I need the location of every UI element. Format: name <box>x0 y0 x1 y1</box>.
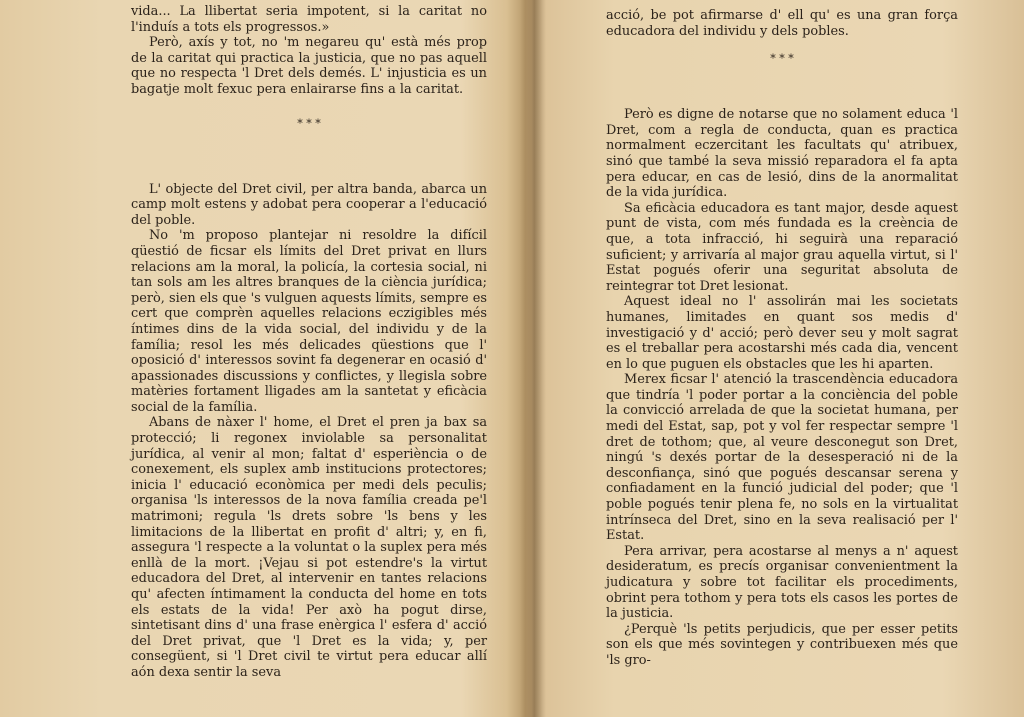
right-paragraph-5: Merex ficsar l' atenció la trascendència educadora que tindría 'l poder portar a la conciència del poble la convicció arrelada de que la societat humana, per medi del Estat, sap, pot y vol fer respectar sempre 'l dret de tothom; que, al veure desconegut son Dret, ningú 's dexés portar de la desesperació ni de la desconfiança, sinó que pogués descansar serena y confiadament en la funció judicial del poder; que 'l poble pogués tenir plena fe, no sols en la virtualitat intrínseca del Dret, sino en la seva realisació per l' Estat. <box>606 372 958 544</box>
left-paragraph-4: No 'm proposo plantejar ni resoldre la difícil qüestió de ficsar els límits del Dret privat en llurs relacions am la moral, la policía, la cortesia social, ni tan sols am les altres branques de la ciència jurídica; però, sien els que 's vulguen aquests límits, sempre es cert que comprèn aquelles relacions eczigibles més íntimes dins de la vida social, del individu y de la família; resol les més delicades qüestions que l' oposició d' interessos sovint fa degenerar en ocasió d' apassionades discussions y conflictes, y llegisla sobre matèries fortament lligades am la santetat y eficàcia social de la família. <box>131 228 487 415</box>
right-page <box>606 8 958 669</box>
book-gutter <box>520 0 546 717</box>
left-paragraph-2: Però, axís y tot, no 'm negareu qu' està més prop de la caritat qui practica la justicia, que no pas aquell que no respecta 'l Dret dels demés. L' injusticia es un bagatje molt fexuc pera enlairarse fins a la caritat. <box>131 35 487 97</box>
left-section-separator <box>131 116 487 182</box>
right-paragraph-4: Aquest ideal no l' assolirán mai les societats humanes, limitades en quant sos medis d' investigació y d' acció; però dever seu y molt sagrat es el treballar pera acostarshi més cada dia, vencent en lo que puguen els obstacles que les hi aparten. <box>606 294 958 372</box>
right-paragraph-7: ¿Perquè 'ls petits perjudicis, que per esser petits son els que més sovintegen y contribuexen més que 'ls gro- <box>606 621 958 668</box>
left-paragraph-1: vida... La llibertat seria impotent, si la caritat no l'induís a tots els progressos.» <box>131 4 487 35</box>
right-paragraph-1: acció, be pot afirmarse d' ell qu' es una gran força educadora del individu y dels pobles. <box>606 8 958 39</box>
right-section-separator <box>606 39 958 107</box>
left-page <box>131 4 487 681</box>
left-paragraph-5: Abans de nàxer l' home, el Dret el pren ja bax sa protecció; li regonex inviolable sa personalitat jurídica, al venir al mon; faltat d' esperiència o de conexement, els suplex amb institucions protectores; inicia l' educació econòmica per medi dels peculis; organisa 'ls interessos de la nova família creada pe'l matrimoni; regula 'ls drets sobre 'ls bens y les limitacions de la llibertat en profit d' altri; y, en fi, assegura 'l respecte a la voluntat o la suplex pera més enllà de la mort. ¡Vejau si pot estendre's la virtut educadora del Dret, al intervenir en tantes relacions qu' afecten íntimament la conducta del home en tots els estats de la vida! Per axò ha pogut dirse, sintetisant dins d' una frase enèrgica l' esfera d' acció del Dret privat, que 'l Dret es la vida; y, per consegüent, si 'l Dret civil te virtut pera educar allí aón dexa sentir la seva <box>131 415 487 680</box>
right-paragraph-6: Pera arrivar, pera acostarse al menys a n' aquest desideratum, es precís organisar convenientment la judicatura y sobre tot facilitar els procediments, obrint pera tothom y pera tots els casos les portes de la justicia. <box>606 543 958 622</box>
separator-asterisks: * * * <box>297 116 321 130</box>
left-paragraph-3: L' objecte del Dret civil, per altra banda, abarca un camp molt estens y adobat pera cooperar a l'educació del poble. <box>131 181 487 228</box>
right-paragraph-3: Sa eficàcia educadora es tant major, desde aquest punt de vista, com més fundada es la creència de que, a tota infracció, hi seguirà una reparació suficient; y arrivaría al major grau aquella virtut, si l' Estat pogués oferir una seguritat absoluta de reintegrar tot Dret lesionat. <box>606 200 958 294</box>
right-paragraph-2: Però es digne de notarse que no solament educa 'l Dret, com a regla de conducta, quan es practica normalment eczercitant les facultats qu' atribuex, sinó que també la seva missió reparadora el fa apta pera educar, en cas de lesió, dins de la anormalitat de la vida jurídica. <box>606 107 958 201</box>
separator-asterisks: * * * <box>770 52 794 66</box>
